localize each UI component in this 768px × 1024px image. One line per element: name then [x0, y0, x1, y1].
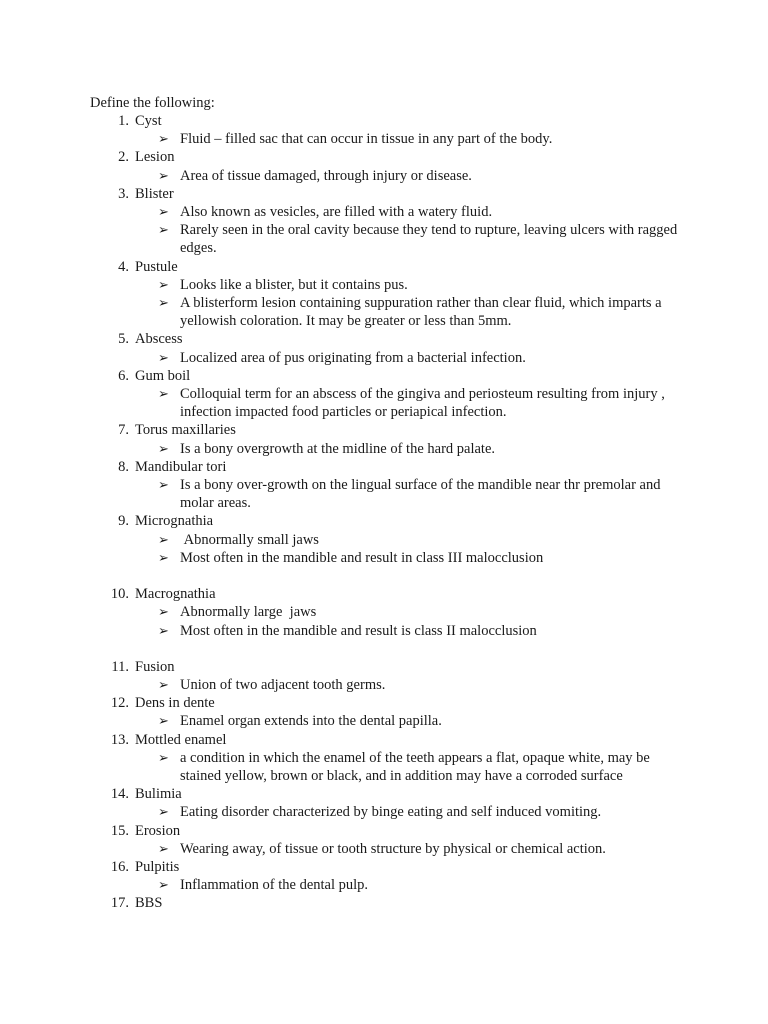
definition-bullet — [0, 221, 768, 257]
arrowhead-bullet-icon: ➢ — [158, 549, 169, 565]
definition-item — [0, 112, 768, 148]
item-number: 8. — [118, 458, 129, 475]
definition-bullet — [0, 276, 768, 294]
item-number: 5. — [118, 331, 129, 348]
definition-item — [0, 421, 768, 457]
definition-text: Abnormally small jaws — [180, 531, 319, 548]
definition-item — [0, 585, 768, 640]
definition-item — [0, 512, 768, 567]
definition-text: Wearing away, of tissue or tooth structure by physical or chemical action. — [180, 840, 606, 857]
item-number: 7. — [118, 422, 129, 439]
definition-term-line — [0, 658, 768, 676]
definition-term: Lesion — [135, 149, 175, 166]
arrowhead-bullet-icon: ➢ — [158, 804, 169, 820]
definition-bullet — [0, 531, 768, 549]
definition-text: A blisterform lesion containing suppuration rather than clear fluid, which imparts a yellowish coloration. It may be greater or less than 5mm. — [180, 294, 666, 330]
blank-line — [0, 640, 768, 658]
definition-bullet — [0, 385, 768, 421]
definition-text: Is a bony overgrowth at the midline of the hard palate. — [180, 440, 496, 457]
definition-text: Union of two adjacent tooth germs. — [180, 677, 386, 694]
definition-bullet — [0, 130, 768, 148]
definition-bullet — [0, 749, 768, 785]
definition-term: Macrognathia — [135, 586, 216, 603]
item-number: 16. — [110, 859, 129, 876]
definition-term: Cyst — [135, 113, 162, 129]
definition-item — [0, 822, 768, 858]
definition-text: Is a bony over-growth on the lingual surface of the mandible near thr premolar and molar areas. — [180, 476, 665, 512]
item-number: 9. — [118, 513, 129, 530]
definition-item — [0, 658, 768, 694]
definition-bullet — [0, 622, 768, 640]
arrowhead-bullet-icon: ➢ — [158, 476, 169, 492]
definitions-list — [0, 112, 768, 913]
definition-bullet — [0, 549, 768, 567]
definition-term-line — [0, 731, 768, 749]
item-number: 14. — [110, 786, 129, 803]
definition-term: Micrognathia — [135, 513, 214, 530]
arrowhead-bullet-icon: ➢ — [158, 677, 169, 693]
arrowhead-bullet-icon: ➢ — [158, 531, 169, 547]
definition-text: Most often in the mandible and result is class II malocclusion — [180, 622, 537, 639]
definition-term: Pustule — [135, 258, 178, 275]
definition-term: Bulimia — [135, 786, 182, 803]
arrowhead-bullet-icon: ➢ — [158, 749, 169, 765]
definition-bullet — [0, 440, 768, 458]
definition-term: Mandibular tori — [135, 458, 227, 475]
definition-term-line — [0, 330, 768, 348]
definition-term-line — [0, 512, 768, 530]
item-number: 12. — [110, 695, 129, 712]
definition-item — [0, 858, 768, 894]
definition-bullet — [0, 803, 768, 821]
definition-term: Blister — [135, 185, 174, 202]
item-number: 4. — [118, 258, 129, 275]
definition-item — [0, 731, 768, 786]
definition-bullet — [0, 603, 768, 621]
definition-text: Most often in the mandible and result in class III malocclusion — [180, 549, 544, 566]
definition-bullet — [0, 876, 768, 894]
definition-item — [0, 458, 768, 513]
item-number: 6. — [118, 367, 129, 384]
definition-term: Abscess — [135, 331, 183, 348]
item-number: 13. — [110, 731, 129, 748]
arrowhead-bullet-icon: ➢ — [158, 440, 169, 456]
definition-term: BBS — [135, 895, 163, 912]
arrowhead-bullet-icon: ➢ — [158, 203, 169, 219]
definition-bullet — [0, 712, 768, 730]
arrowhead-bullet-icon: ➢ — [158, 840, 169, 856]
item-number: 2. — [118, 149, 129, 166]
definition-term-line — [0, 185, 768, 203]
item-number: 11. — [111, 658, 129, 675]
definition-text: Looks like a blister, but it contains pus. — [180, 276, 408, 293]
definition-term-line — [0, 822, 768, 840]
arrowhead-bullet-icon: ➢ — [158, 622, 169, 638]
definition-bullet — [0, 167, 768, 185]
definition-item — [0, 148, 768, 184]
definition-text: Also known as vesicles, are filled with a watery fluid. — [180, 203, 493, 220]
definition-term: Torus maxillaries — [135, 422, 236, 439]
definition-term: Mottled enamel — [135, 731, 227, 748]
definition-text: Enamel organ extends into the dental papilla. — [180, 713, 442, 730]
item-number: 10. — [110, 586, 129, 603]
arrowhead-bullet-icon: ➢ — [158, 604, 169, 620]
definition-term-line — [0, 894, 768, 912]
definition-bullet — [0, 676, 768, 694]
definition-term-line — [0, 785, 768, 803]
definition-item — [0, 185, 768, 258]
definition-term-line — [0, 585, 768, 603]
definition-term-line — [0, 112, 768, 130]
arrowhead-bullet-icon: ➢ — [158, 349, 169, 365]
definition-text: Eating disorder characterized by binge eating and self induced vomiting. — [180, 804, 602, 821]
definition-text: a condition in which the enamel of the teeth appears a flat, opaque white, may be stained yellow, brown or black, and in addition may have a corroded surface — [180, 749, 654, 785]
definition-text: Abnormally large jaws — [180, 604, 317, 621]
definition-text: Colloquial term for an abscess of the gingiva and periosteum resulting from injury , infection impacted food particles or periapical infection. — [180, 385, 669, 421]
item-number: 15. — [110, 822, 129, 839]
arrowhead-bullet-icon: ➢ — [158, 877, 169, 893]
definition-text: Area of tissue damaged, through injury or disease. — [180, 167, 472, 184]
document-heading: Define the following: — [90, 95, 215, 111]
arrowhead-bullet-icon: ➢ — [158, 713, 169, 729]
arrowhead-bullet-icon: ➢ — [158, 294, 169, 310]
definition-item — [0, 694, 768, 730]
arrowhead-bullet-icon: ➢ — [158, 167, 169, 183]
definition-text: Localized area of pus originating from a bacterial infection. — [180, 349, 526, 366]
definition-term-line — [0, 694, 768, 712]
definition-bullet — [0, 476, 768, 512]
definition-bullet — [0, 349, 768, 367]
definition-text: Inflammation of the dental pulp. — [180, 877, 369, 894]
definition-item — [0, 785, 768, 821]
arrowhead-bullet-icon: ➢ — [158, 385, 169, 401]
definition-item — [0, 330, 768, 366]
arrowhead-bullet-icon: ➢ — [158, 131, 169, 147]
definition-term: Pulpitis — [135, 859, 180, 876]
definition-term-line — [0, 258, 768, 276]
item-number: 3. — [118, 185, 129, 202]
definition-term: Gum boil — [135, 367, 191, 384]
item-number: 1. — [118, 113, 129, 129]
definition-term-line — [0, 458, 768, 476]
definition-bullet — [0, 203, 768, 221]
definition-bullet — [0, 294, 768, 330]
definition-item — [0, 367, 768, 422]
definition-term-line — [0, 148, 768, 166]
definition-text: Rarely seen in the oral cavity because they tend to rupture, leaving ulcers with ragged edges. — [180, 222, 681, 257]
definition-term: Dens in dente — [135, 695, 215, 712]
arrowhead-bullet-icon: ➢ — [158, 222, 169, 238]
definition-text: Fluid – filled sac that can occur in tissue in any part of the body. — [180, 131, 553, 148]
definition-item — [0, 258, 768, 331]
definition-bullet — [0, 840, 768, 858]
definition-term-line — [0, 421, 768, 439]
arrowhead-bullet-icon: ➢ — [158, 276, 169, 292]
definition-term: Fusion — [135, 658, 175, 675]
blank-line — [0, 567, 768, 585]
definition-term-line — [0, 367, 768, 385]
definition-term-line — [0, 858, 768, 876]
definition-term: Erosion — [135, 822, 181, 839]
definition-item — [0, 894, 768, 912]
item-number: 17. — [110, 895, 129, 912]
